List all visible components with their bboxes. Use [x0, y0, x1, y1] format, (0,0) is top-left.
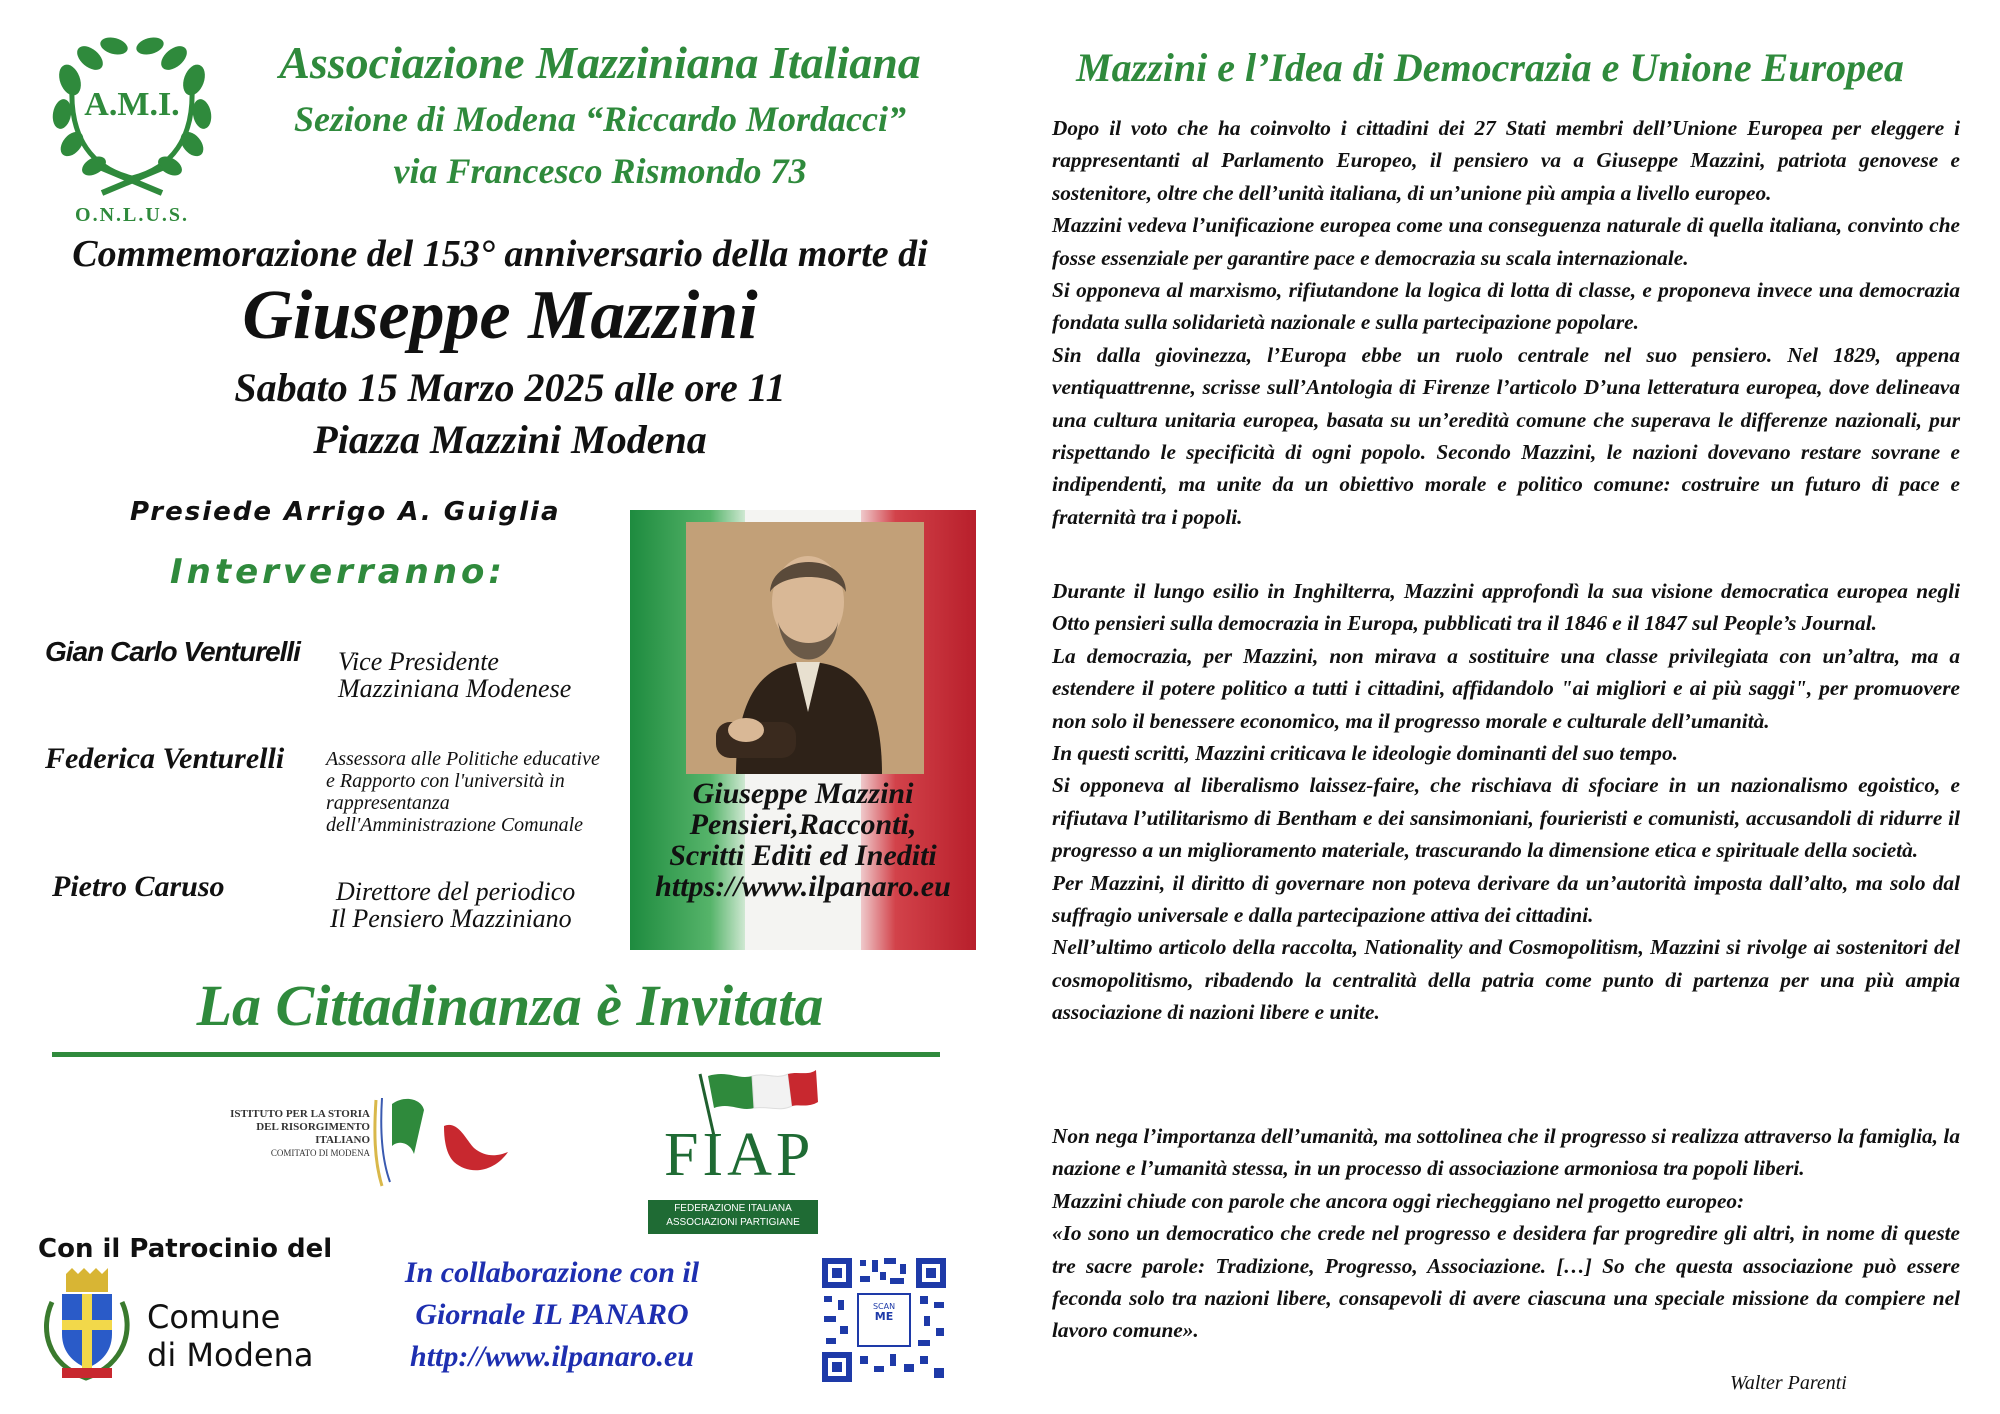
comune-name-line: di Modena: [147, 1336, 314, 1374]
speaker-name: Gian Carlo Venturelli: [45, 636, 300, 667]
speaker-role: [326, 748, 600, 836]
book-caption-line: Pensieri,Racconti,: [689, 808, 917, 841]
comune-name-line: Comune: [147, 1298, 281, 1336]
article-paragraph: «Io sono un democratico che crede nel progresso e desidera far progredire gli altri, in nome di queste tre sacre parole: Tradizione, Progresso, Associazione. […] So che questa associazione può essere feconda solo tra nazioni libere, consapevoli di avere ciascuna una speciale missione da compiere nel lavoro comune».: [1052, 1221, 1960, 1343]
collaboration-block: [372, 1252, 732, 1378]
speaker-role: [338, 648, 571, 702]
commemoration-line: Commemorazione del 153° anniversario della morte di: [72, 233, 928, 275]
speaker-role-line: rappresentanza: [326, 792, 450, 814]
article-paragraph: Per Mazzini, il diritto di governare non poteva derivare da un’autorità imposta dall’alto, ma solo dal suffragio universale e dalla partecipazione attiva dei cittadini.: [1052, 870, 1960, 928]
mazzini-portrait: [686, 522, 924, 774]
qr-label-line: ME: [874, 1310, 894, 1323]
logo-subtext: O.N.L.U.S.: [75, 204, 189, 226]
honoree-name: Giuseppe Mazzini: [242, 277, 758, 354]
speaker-role-line: e Rapporto con l'università in: [326, 770, 565, 792]
patronage-label: Con il Patrocinio del: [38, 1234, 333, 1264]
speaker-role-line: Direttore del periodico: [336, 877, 576, 906]
speaker-role-line: Assessora alle Politiche educative: [326, 748, 600, 770]
speaker-name: Pietro Caruso: [52, 870, 225, 903]
speaker-role: [330, 878, 575, 932]
ami-logo: [32, 28, 232, 224]
article-paragraph: In questi scritti, Mazzini criticava le ideologie dominanti del suo tempo.: [1052, 741, 1678, 766]
istituto-flag-icon: [370, 1090, 520, 1190]
fiap-subtitle: [648, 1200, 818, 1234]
article-signature: Walter Parenti: [1730, 1372, 1847, 1394]
article-section-3: [1052, 1120, 1960, 1347]
speaker-role-line: dell'Amministrazione Comunale: [326, 814, 584, 836]
comune-name: [147, 1298, 313, 1374]
event-place: Piazza Mazzini Modena: [313, 417, 707, 462]
book-caption-line: Giuseppe Mazzini: [692, 777, 914, 810]
collaboration-line: In collaborazione con il: [404, 1256, 700, 1289]
istituto-risorgimento-text: [200, 1108, 370, 1160]
article-paragraph: Dopo il voto che ha coinvolto i cittadini dei 27 Stati membri dell’Unione Europea per eleggere i rappresentanti al Parlamento Europeo, il pensiero va a Giuseppe Mazzini, patriota genovese e sostenitore, oltre che dell’unità italiana, di un’unione più ampia a livello europeo.: [1052, 116, 1960, 205]
article-section-1: [1052, 112, 1960, 533]
article-paragraph: La democrazia, per Mazzini, non mirava a sostituire una classe privilegiata con un’altra, ma a estendere il potere politico a tutti i cittadini, affidandolo "ai migliori e ai più saggi", per promuovere non solo il benessere economico, ma il progresso morale e culturale dell’umanità.: [1052, 643, 1960, 733]
speakers-heading: Interverranno:: [170, 552, 507, 592]
logo-text: A.M.I.: [84, 86, 180, 123]
speaker-role-line: Il Pensiero Mazziniano: [330, 904, 572, 933]
association-address: via Francesco Rismondo 73: [393, 151, 807, 191]
article-section-2: [1052, 575, 1960, 1029]
chair-line: Presiede Arrigo A. Guiglia: [130, 497, 561, 527]
istituto-line: COMITATO DI MODENA: [270, 1148, 370, 1158]
istituto-line: ISTITUTO PER LA STORIA: [230, 1108, 370, 1120]
article-paragraph: Nell’ultimo articolo della raccolta, Nationality and Cosmopolitism, Mazzini si rivolge ai sostenitori del cosmopolitismo, ribadendo la centralità della patria come punto di partenza per una più ampia associazione di nazioni libere e unite.: [1052, 935, 1960, 1025]
qr-label-line: SCAN: [872, 1302, 896, 1311]
association-section: Sezione di Modena “Riccardo Mordacci”: [294, 99, 906, 139]
collaboration-line: Giornale IL PANARO: [415, 1298, 689, 1331]
article-title: Mazzini e l’Idea di Democrazia e Unione Europea: [1076, 45, 1904, 90]
speaker-name: Federica Venturelli: [45, 742, 285, 775]
article-paragraph: Mazzini chiude con parole che ancora oggi riecheggiano nel progetto europeo:: [1052, 1188, 1745, 1213]
association-title: Associazione Mazziniana Italiana: [279, 37, 921, 88]
book-caption-link[interactable]: https://www.ilpanaro.eu: [655, 870, 951, 903]
invitation-heading: La Cittadinanza è Invitata: [196, 973, 824, 1038]
book-caption-line: Scritti Editi ed Inediti: [669, 839, 937, 872]
fiap-wordmark: FIAP: [664, 1121, 815, 1189]
article-paragraph: Non nega l’importanza dell’umanità, ma sottolinea che il progresso si realizza attraverso la famiglia, la nazione e l’umanità stessa, in un processo di associazione armoniosa tra popoli liberi.: [1052, 1124, 1960, 1181]
collaboration-link[interactable]: http://www.ilpanaro.eu: [410, 1340, 694, 1373]
event-date: Sabato 15 Marzo 2025 alle ore 11: [234, 365, 786, 410]
fiap-subtitle-line: ASSOCIAZIONI PARTIGIANE: [666, 1217, 800, 1228]
article-paragraph: Durante il lungo esilio in Inghilterra, Mazzini approfondì la sua visione democratica europea negli Otto pensieri sulla democrazia in Europa, pubblicati tra il 1846 e il 1847 sul People’s Journal.: [1052, 579, 1960, 636]
qr-scan-label: [868, 1302, 900, 1322]
speaker-role-line: Vice Presidente: [338, 647, 499, 676]
istituto-line: DEL RISORGIMENTO: [256, 1121, 370, 1133]
article-paragraph: Si opponeva al liberalismo laissez-faire, che rischiava di sfociare in un nazionalismo egoistico, e rifiutava l’utilitarismo di Bentham e dei sansimoniani, fourieristi e comunisti, accusandoli di ridurre il progresso a un miglioramento materiale, trascurando la dimensione etica e spirituale della società.: [1052, 773, 1960, 863]
article-paragraph: Si opponeva al marxismo, rifiutandone la logica di lotta di classe, e proponeva invece una democrazia fondata sulla solidarietà nazionale e sulla partecipazione popolare.: [1052, 278, 1960, 335]
speaker-role-line: Mazziniana Modenese: [338, 674, 572, 703]
divider: [52, 1052, 940, 1057]
article-paragraph: Mazzini vedeva l’unificazione europea come una conseguenza naturale di quella italiana, convinto che fosse essenziale per garantire pace e democrazia su scala internazionale.: [1052, 213, 1960, 270]
article-paragraph: Sin dalla giovinezza, l’Europa ebbe un ruolo centrale nel suo pensiero. Nel 1829, appena ventiquattrenne, scrisse sull’Antologia di Firenze l’articolo D’una letteratura europea, dove delineava una cultura unitaria europea, basata su un’eredità comune che superava le differenze nazionali, pur rispettando le specificità di ogni popolo. Secondo Mazzini, le nazioni dovevano restare sovrane e indipendenti, ma unite da un obiettivo morale e politico comune: costruire un futuro di pace e fraternità tra i popoli.: [1052, 342, 1960, 529]
book-cover-image: [630, 510, 976, 950]
istituto-line: ITALIANO: [315, 1134, 370, 1146]
comune-crest-icon: [32, 1268, 142, 1384]
fiap-subtitle-line: FEDERAZIONE ITALIANA: [674, 1203, 792, 1214]
book-caption: [630, 778, 976, 902]
